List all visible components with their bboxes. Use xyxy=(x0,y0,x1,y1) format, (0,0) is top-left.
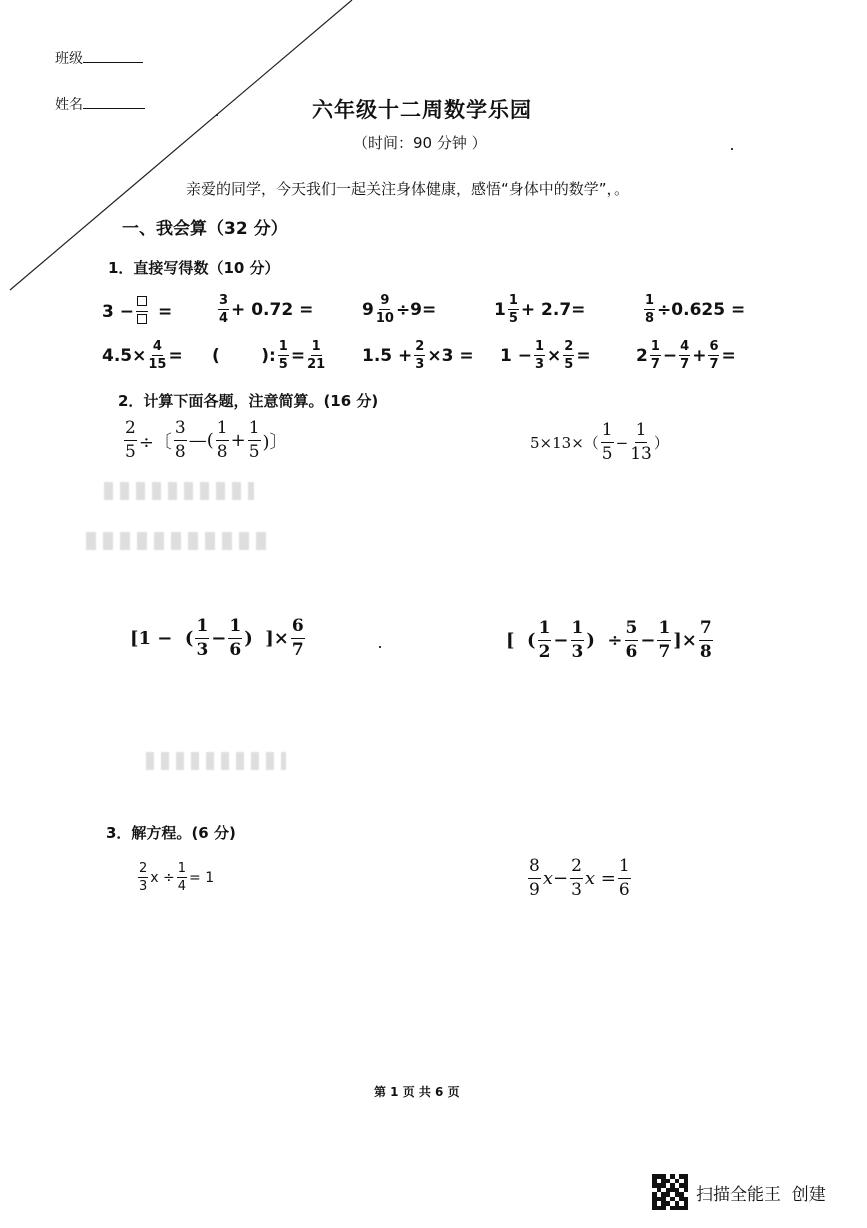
q1-item-8-post: ×3 = xyxy=(427,345,474,366)
intro-text: 亲爱的同学，今天我们一起关注身体健康，感悟“身体中的数学”，。 xyxy=(186,180,630,198)
class-label: 班级 xyxy=(55,51,83,67)
q2-e1-op3: + xyxy=(230,430,246,451)
qr-code-icon xyxy=(652,1174,688,1210)
q2-e4-close: ]× xyxy=(673,630,697,651)
q2-e4-op: − xyxy=(553,630,569,651)
q2-e2-close: ） xyxy=(653,434,669,452)
q1-title: 1．直接写得数（10 分） xyxy=(108,259,280,277)
q3-e1-frac1: $\frac{2}{3}$ xyxy=(139,861,148,894)
q1-item-10-post: = xyxy=(721,345,736,366)
q2-title: 2．计算下面各题，注意简算。(16 分) xyxy=(118,392,379,410)
q3-title: 3．解方程。(6 分) xyxy=(106,824,236,842)
q1-item-2-fraction: $\frac{3}{4}$ xyxy=(219,293,229,326)
q2-e3-mid: ) ]× xyxy=(244,628,289,649)
q1-item-4-post: + 2.7= xyxy=(520,299,586,320)
scanner-watermark xyxy=(652,1174,826,1210)
q2-e4-frac1: $\frac{1}{2}$ xyxy=(538,618,551,662)
q1-item-10-op1: − xyxy=(662,345,678,366)
q1-item-7-pre: ( ): xyxy=(212,345,276,366)
q1-item-3 xyxy=(362,294,436,325)
bleed-through-artifact-1 xyxy=(104,482,254,500)
q1-item-1 xyxy=(102,296,172,327)
q1-item-10-fraction-b: $\frac{4}{7}$ xyxy=(680,339,690,372)
q1-item-10-fraction-a: $\frac{1}{7}$ xyxy=(650,339,660,372)
q2-e1-close: )〕 xyxy=(262,431,288,453)
name-field xyxy=(55,94,145,114)
q3-e2-frac2: $\frac{2}{3}$ xyxy=(571,856,582,900)
bleed-through-artifact-2 xyxy=(86,532,266,550)
q2-e4-op2: − xyxy=(640,630,656,651)
q2-e3-frac2: $\frac{1}{6}$ xyxy=(229,616,242,660)
q2-e2-frac2: $\frac{1}{13}$ xyxy=(630,420,652,464)
q1-item-6-fraction: $\frac{4}{15}$ xyxy=(148,339,167,372)
q2-e4-frac3: $\frac{5}{6}$ xyxy=(625,618,638,662)
q2-e1-op: ÷〔 xyxy=(138,431,172,453)
q2-expr-2 xyxy=(530,422,669,463)
name-blank xyxy=(83,108,145,109)
q1-item-1-pre: 3 − xyxy=(102,301,134,322)
q1-item-7-fraction-b: $\frac{1}{21}$ xyxy=(307,339,326,372)
q1-item-6-pre: 4.5× xyxy=(102,345,147,366)
q1-item-9-fraction-a: $\frac{1}{3}$ xyxy=(535,339,545,372)
q1-item-4-fraction: $\frac{1}{5}$ xyxy=(508,293,518,326)
q2-e1-frac3: $\frac{1}{8}$ xyxy=(216,418,228,462)
q3-e2-op2: x = xyxy=(584,868,616,889)
q1-item-9-pre: 1 − xyxy=(500,345,532,366)
page-subtitle: （时间：90 分钟 ） xyxy=(353,134,487,152)
q3-equation-2 xyxy=(526,858,633,899)
q2-expr-1 xyxy=(122,420,288,461)
section1-title: 一、我会算（32 分） xyxy=(122,219,288,239)
q1-item-5-fraction: $\frac{1}{8}$ xyxy=(645,293,655,326)
q3-e2-frac1: $\frac{8}{9}$ xyxy=(529,856,540,900)
q3-e2-frac3: $\frac{1}{6}$ xyxy=(618,856,630,900)
q2-e3-frac3: $\frac{6}{7}$ xyxy=(291,616,304,660)
q1-item-8-fraction: $\frac{2}{3}$ xyxy=(415,339,425,372)
q1-item-7 xyxy=(212,340,327,371)
q2-e3-frac1: $\frac{1}{3}$ xyxy=(196,616,209,660)
q1-item-7-mid: = xyxy=(290,345,306,366)
q1-item-9 xyxy=(500,340,591,371)
q3-e1-op: x ÷ xyxy=(150,869,175,886)
q2-expr-4 xyxy=(506,620,715,661)
q1-item-6-post: = xyxy=(168,345,183,366)
q1-item-7-fraction-a: $\frac{1}{5}$ xyxy=(278,339,288,372)
q1-item-3-post: ÷9= xyxy=(395,299,437,320)
q1-item-3-fraction: $\frac{9}{10}$ xyxy=(375,293,394,326)
q3-equation-1 xyxy=(136,862,214,893)
q1-item-8-pre: 1.5 + xyxy=(362,345,413,366)
name-label: 姓名 xyxy=(55,97,83,113)
q1-item-2 xyxy=(216,294,313,325)
scan-speck xyxy=(731,148,733,150)
q2-e1-op2: —( xyxy=(188,430,214,451)
q3-e1-frac2: $\frac{1}{4}$ xyxy=(177,861,187,894)
q2-e1-frac2: $\frac{3}{8}$ xyxy=(174,418,186,462)
q1-item-4-whole: 1 xyxy=(494,299,506,320)
scan-speck xyxy=(216,114,218,116)
scan-fold-line xyxy=(0,0,360,300)
q2-expr-3 xyxy=(130,618,307,659)
page-number: 第 1 页 共 6 页 xyxy=(374,1085,460,1099)
bleed-through-artifact-3 xyxy=(146,752,286,770)
q2-e4-frac2: $\frac{1}{3}$ xyxy=(571,618,584,662)
q1-item-9-fraction-b: $\frac{2}{5}$ xyxy=(564,339,574,372)
page-title: 六年级十二周数学乐园 xyxy=(312,98,532,122)
q2-e3-op: − xyxy=(211,628,227,649)
q2-e1-frac1: $\frac{2}{5}$ xyxy=(125,418,136,462)
q1-item-8 xyxy=(362,340,474,371)
q1-item-9-mid: × xyxy=(547,345,562,366)
q1-item-4 xyxy=(494,294,585,325)
q2-e4-mid: ) ÷ xyxy=(586,630,623,651)
q2-e4-frac4: $\frac{1}{7}$ xyxy=(658,618,671,662)
q1-item-2-post: + 0.72 = xyxy=(231,299,314,320)
q1-item-10-whole: 2 xyxy=(636,345,648,366)
q2-e2-op: − xyxy=(615,433,629,452)
q1-item-1-post: = xyxy=(158,301,173,322)
q2-e4-pre: [ ( xyxy=(506,630,536,651)
scan-speck xyxy=(379,646,381,648)
q2-e2-frac1: $\frac{1}{5}$ xyxy=(601,420,613,464)
q3-e2-op: x− xyxy=(542,868,569,889)
class-blank xyxy=(83,62,143,63)
q1-item-5 xyxy=(642,294,745,325)
q2-e3-pre: [1 − ( xyxy=(130,628,194,649)
q1-item-3-whole: 9 xyxy=(362,299,374,320)
q1-item-1-fraction xyxy=(136,296,148,327)
q1-item-5-post: ÷0.625 = xyxy=(657,299,746,320)
q2-e2-pre: 5×13×（ xyxy=(530,434,599,452)
q1-item-9-post: = xyxy=(576,345,591,366)
q1-item-10-fraction-c: $\frac{6}{7}$ xyxy=(709,339,719,372)
q2-e4-frac5: $\frac{7}{8}$ xyxy=(699,618,712,662)
q1-item-6 xyxy=(102,340,183,371)
watermark-text: 扫描全能王 创建 xyxy=(696,1184,826,1205)
q3-e1-close: = 1 xyxy=(189,869,215,886)
q1-item-10 xyxy=(636,340,736,371)
class-field xyxy=(55,48,143,68)
q1-item-10-op2: + xyxy=(692,345,707,366)
q2-e1-frac4: $\frac{1}{5}$ xyxy=(248,418,260,462)
